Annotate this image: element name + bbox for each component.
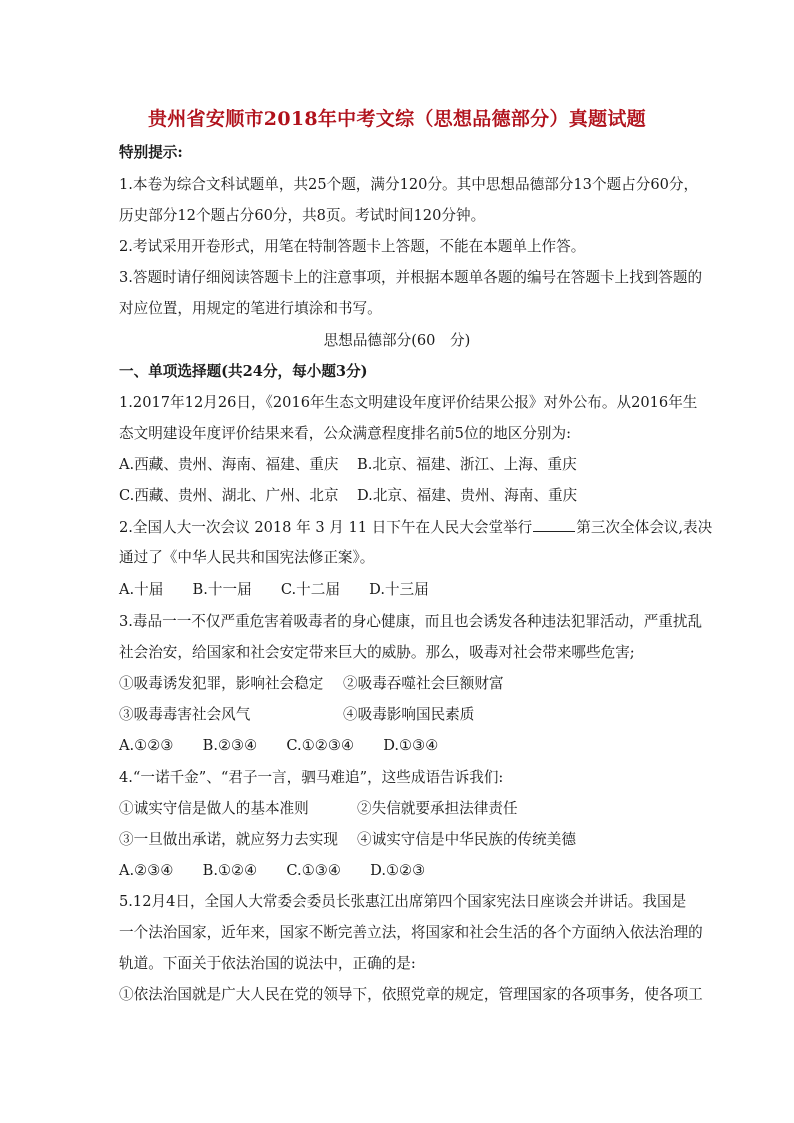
q1-stem-line: 态文明建设年度评价结果来看，公众满意程度排名前5位的地区分别为: bbox=[119, 425, 572, 442]
q1-option-b: B.北京、福建、浙江、上海、重庆 bbox=[357, 456, 577, 473]
answer-blank bbox=[533, 518, 575, 532]
q3-item-4: ④吸毒影响国民素质 bbox=[343, 706, 475, 723]
q5-stem-line: 轨道。下面关于依法治国的说法中，正确的是: bbox=[119, 955, 416, 972]
exam-title: 贵州省安顺市2018年中考文综（思想品德部分）真题试题 bbox=[148, 108, 646, 130]
q2-options: A.十届 B.十一届 C.十二届 D.十三届 bbox=[119, 581, 429, 598]
q5-stem-line: 一个法治国家，近年来，国家不断完善立法，将国家和社会生活的各个方面纳入依法治理的 bbox=[119, 924, 703, 941]
notice-line: 2.考试采用开卷形式，用笔在特制答题卡上答题，不能在本题单上作答。 bbox=[119, 238, 586, 255]
q4-item-2: ②失信就要承担法律责任 bbox=[357, 800, 518, 817]
notice-heading: 特别提示: bbox=[119, 144, 183, 161]
q2-stem-pre: 2.全国人大一次会议 2018 年 3 月 11 日下午在人民大会堂举行 bbox=[119, 519, 533, 536]
q3-item-3: ③吸毒毒害社会风气 bbox=[119, 706, 251, 723]
q2-stem-line bbox=[119, 518, 712, 538]
q1-option-c: C.西藏、贵州、湖北、广州、北京 bbox=[119, 487, 339, 504]
q4-item-1: ①诚实守信是做人的基本准则 bbox=[119, 800, 309, 817]
q2-stem-post: 第三次全体会议,表决 bbox=[576, 519, 713, 536]
q4-item-4: ④诚实守信是中华民族的传统美德 bbox=[357, 831, 576, 848]
q3-item-1: ①吸毒诱发犯罪，影响社会稳定 bbox=[119, 675, 324, 692]
q3-stem-line: 社会治安，给国家和社会安定带来巨大的威胁。那么，吸毒对社会带来哪些危害; bbox=[119, 644, 635, 661]
q5-stem-line: ①依法治国就是广大人民在党的领导下，依照党章的规定，管理国家的各项事务，使各项工 bbox=[119, 986, 703, 1003]
q4-item-3: ③一旦做出承诺，就应努力去实现 bbox=[119, 831, 338, 848]
notice-line: 历史部分12个题占分60分，共8页。考试时间120分钟。 bbox=[119, 207, 486, 224]
notice-line: 1.本卷为综合文科试题单，共25个题，满分120分。其中思想品德部分13个题占分60分， bbox=[119, 176, 699, 193]
q1-stem-line: 1.2017年12月26日，《2016年生态文明建设年度评价结果公报》对外公布。从2016年生 bbox=[119, 394, 698, 411]
q5-stem-line: 5.12月4日，全国人大常委会委员长张惠江出席第四个国家宪法日座谈会并讲话。我国是 bbox=[119, 893, 687, 910]
notice-line: 3.答题时请仔细阅读答题卡上的注意事项，并根据本题单各题的编号在答题卡上找到答题的 bbox=[119, 269, 703, 286]
notice-line: 对应位置，用规定的笔进行填涂和书写。 bbox=[119, 300, 382, 317]
part-heading: 一、单项选择题(共24分，每小题3分) bbox=[119, 363, 368, 380]
q4-stem-line: 4.“一诺千金”、“君子一言，驷马难追”，这些成语告诉我们: bbox=[119, 769, 504, 786]
q1-option-a: A.西藏、贵州、海南、福建、重庆 bbox=[119, 456, 339, 473]
q3-item-2: ②吸毒吞噬社会巨额财富 bbox=[343, 675, 504, 692]
q1-option-d: D.北京、福建、贵州、海南、重庆 bbox=[357, 487, 578, 504]
q3-options: A.①②③ B.②③④ C.①②③④ D.①③④ bbox=[119, 737, 439, 754]
section-title: 思想品德部分(60 分) bbox=[323, 332, 471, 349]
q3-stem-line: 3.毒品一一不仅严重危害着吸毒者的身心健康，而且也会诱发各种违法犯罪活动，严重扰乱 bbox=[119, 613, 703, 630]
q2-stem-line: 通过了《中华人民共和国宪法修正案》。 bbox=[119, 549, 375, 566]
q4-options: A.②③④ B.①②④ C.①③④ D.①②③ bbox=[119, 862, 426, 879]
